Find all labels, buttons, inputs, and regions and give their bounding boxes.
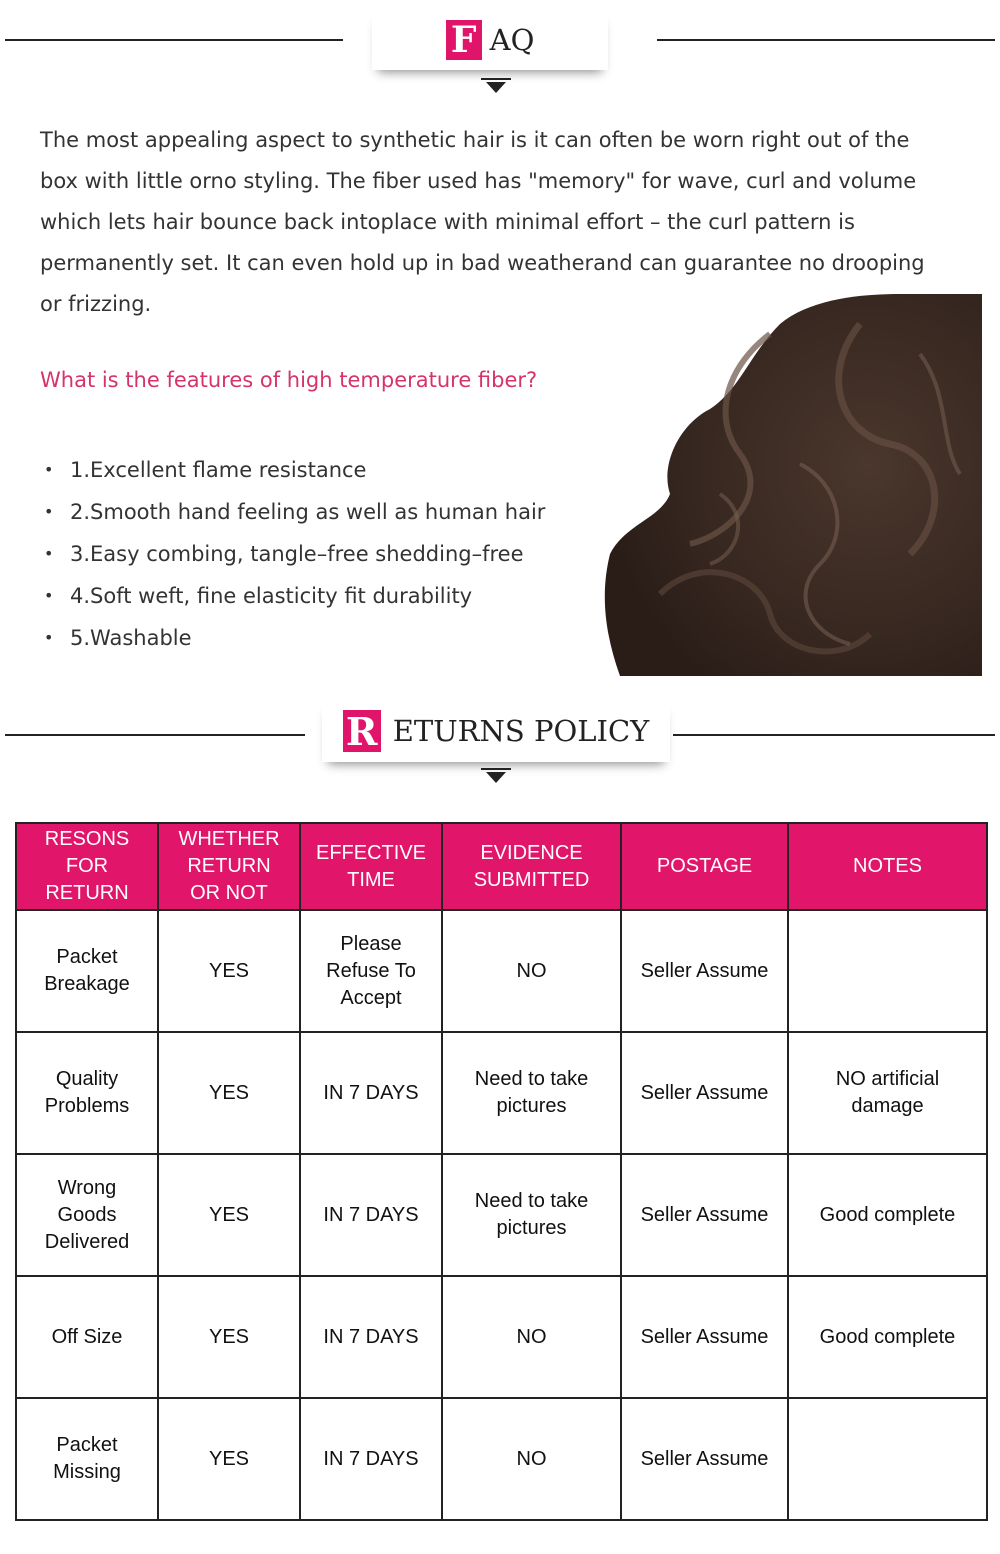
returns-right-rule <box>673 734 995 736</box>
list-item: • 2.Smooth hand feeling as well as human hair <box>44 491 545 533</box>
returns-title-rest: ETURNS POLICY <box>392 714 650 748</box>
faq-question: What is the features of high temperature fiber? <box>40 368 538 392</box>
table-cell: NO <box>442 1276 621 1398</box>
table-cell: Wrong Goods Delivered <box>16 1154 158 1276</box>
chevron-down-icon <box>480 78 512 93</box>
table-row <box>16 910 987 1032</box>
table-cell: YES <box>158 1154 300 1276</box>
table-row <box>16 1398 987 1520</box>
returns-header <box>0 690 1000 800</box>
table-cell: Seller Assume <box>621 1276 788 1398</box>
column-header: WHETHER RETURN OR NOT <box>158 823 300 910</box>
table-cell: YES <box>158 1276 300 1398</box>
table-cell: NO <box>442 910 621 1032</box>
table-cell: IN 7 DAYS <box>300 1276 442 1398</box>
faq-initial: F <box>446 20 482 60</box>
faq-right-rule <box>657 39 995 41</box>
curly-hair-image <box>600 294 982 676</box>
list-item: • 1.Excellent flame resistance <box>44 449 545 491</box>
returns-title <box>322 700 670 762</box>
table-cell: YES <box>158 1398 300 1520</box>
returns-initial: R <box>343 710 381 752</box>
list-item: • 3.Easy combing, tangle–free shedding–free <box>44 533 545 575</box>
table-cell: YES <box>158 1032 300 1154</box>
table-cell: YES <box>158 910 300 1032</box>
table-cell: Good complete <box>788 1276 987 1398</box>
table-cell: NO <box>442 1398 621 1520</box>
column-header: NOTES <box>788 823 987 910</box>
table-row <box>16 1032 987 1154</box>
table-cell: IN 7 DAYS <box>300 1398 442 1520</box>
table-cell: IN 7 DAYS <box>300 1032 442 1154</box>
table-cell: Seller Assume <box>621 910 788 1032</box>
table-cell: NO artificial damage <box>788 1032 987 1154</box>
table-cell: IN 7 DAYS <box>300 1154 442 1276</box>
faq-header <box>0 0 1000 100</box>
returns-left-rule <box>5 734 305 736</box>
column-header: POSTAGE <box>621 823 788 910</box>
faq-intro: The most appealing aspect to synthetic hair is it can often be worn right out of the box with little orno styling. The fiber used has "memory" for wave, curl and volume which lets hair bounce back intoplace with minimal effort – the curl pattern is permanently set. It can even hold up in bad weatherand can guarantee no drooping or frizzing. <box>40 128 925 316</box>
table-cell: Packet Missing <box>16 1398 158 1520</box>
table-cell: Seller Assume <box>621 1154 788 1276</box>
table-cell: Quality Problems <box>16 1032 158 1154</box>
column-header: EFFECTIVE TIME <box>300 823 442 910</box>
table-cell: Packet Breakage <box>16 910 158 1032</box>
table-row <box>16 1276 987 1398</box>
table-header-row <box>16 823 987 910</box>
column-header: EVIDENCE SUBMITTED <box>442 823 621 910</box>
table-cell: Good complete <box>788 1154 987 1276</box>
table-cell: Need to take pictures <box>442 1032 621 1154</box>
chevron-down-icon <box>480 768 512 783</box>
feature-list <box>44 449 545 659</box>
table-cell: Seller Assume <box>621 1398 788 1520</box>
list-item: • 5.Washable <box>44 617 545 659</box>
table-cell <box>788 910 987 1032</box>
faq-left-rule <box>5 39 343 41</box>
table-cell <box>788 1398 987 1520</box>
list-item: • 4.Soft weft, fine elasticity fit durability <box>44 575 545 617</box>
faq-title <box>372 10 608 70</box>
returns-policy-table <box>15 822 988 1521</box>
table-cell: Please Refuse To Accept <box>300 910 442 1032</box>
table-cell: Seller Assume <box>621 1032 788 1154</box>
table-row <box>16 1154 987 1276</box>
faq-title-rest: AQ <box>489 23 535 57</box>
table-cell: Off Size <box>16 1276 158 1398</box>
column-header: RESONS FOR RETURN <box>16 823 158 910</box>
table-cell: Need to take pictures <box>442 1154 621 1276</box>
